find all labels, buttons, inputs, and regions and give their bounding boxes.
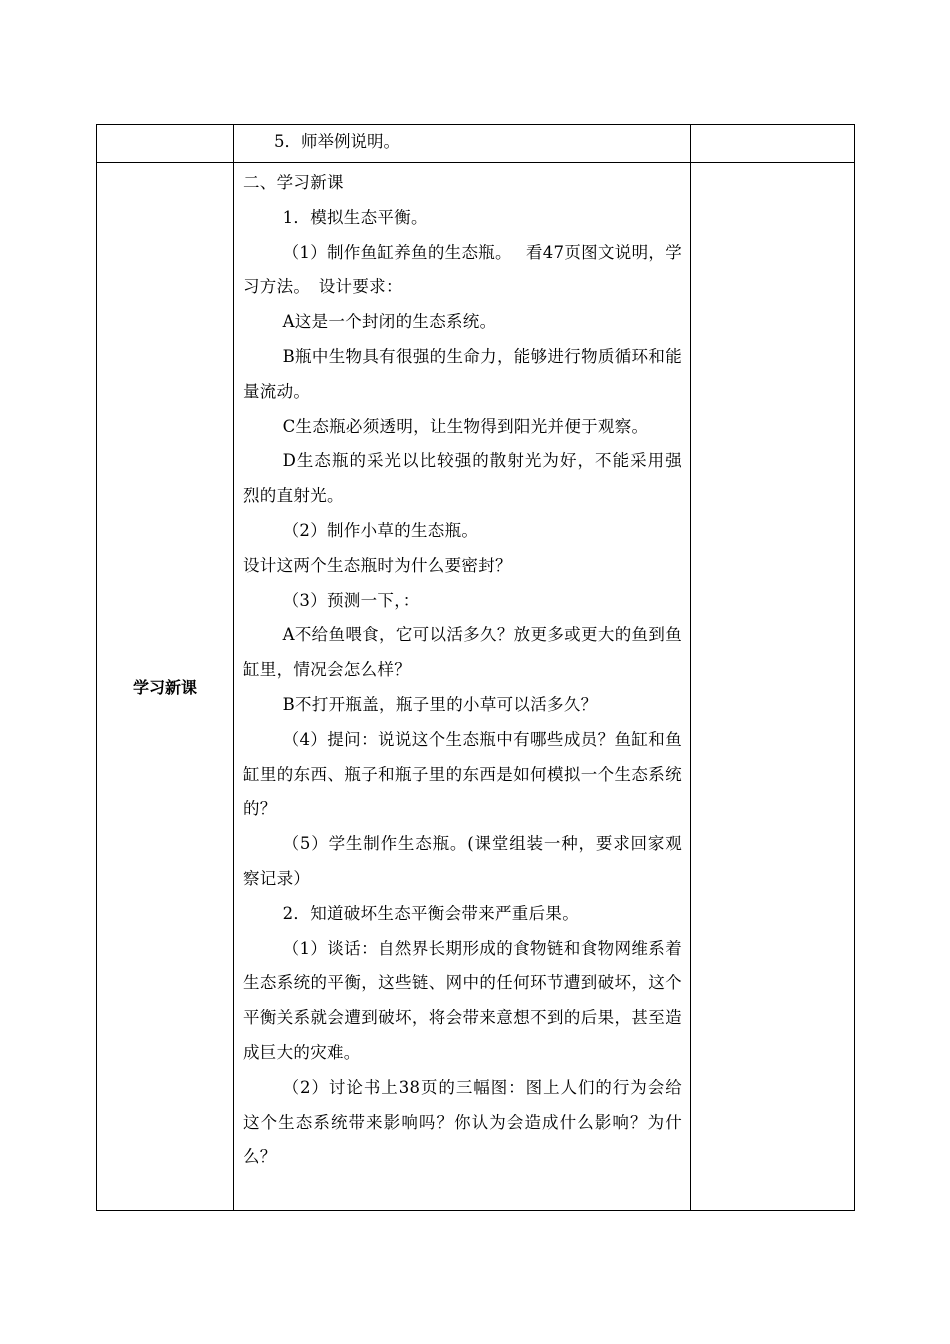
paragraph: （1）谈话：自然界长期形成的食物链和食物网维系着生态系统的平衡，这些链、网中的任何环节遭到破坏，这个平衡关系就会遭到破坏，将会带来意想不到的后果，甚至造成巨大的灾难。	[243, 938, 682, 1062]
section-label: 学习新课	[132, 678, 197, 697]
paragraph: 设计这两个生态瓶时为什么要密封？	[243, 555, 512, 575]
paragraph: 2．知道破坏生态平衡会带来严重后果。	[282, 903, 579, 923]
top-row-text: 5．师举例说明。	[234, 125, 691, 163]
paragraph: D生态瓶的采光以比较强的散射光为好，不能采用强烈的直射光。	[243, 451, 682, 506]
paragraph: 1．模拟生态平衡。	[282, 207, 428, 227]
table-row	[97, 163, 855, 1211]
paragraph: （1）制作鱼缸养鱼的生态瓶。 看47页图文说明，学习方法。 设计要求：	[243, 242, 682, 297]
section-label-cell	[97, 163, 234, 1211]
paragraph: C生态瓶必须透明，让生物得到阳光并便于观察。	[282, 416, 649, 436]
notes-cell-empty	[691, 163, 855, 1211]
paragraph: 二、学习新课	[243, 173, 344, 192]
lesson-plan-table	[96, 124, 855, 1211]
paragraph: （5）学生制作生态瓶。(课堂组装一种，要求回家观察记录）	[243, 834, 682, 888]
paragraph: （4）提问：说说这个生态瓶中有哪些成员？鱼缸和鱼缸里的东西、瓶子和瓶子里的东西是如何模拟一个生态系统的？	[243, 729, 682, 819]
paragraph: B不打开瓶盖，瓶子里的小草可以活多久？	[282, 694, 598, 714]
table-row	[97, 125, 855, 163]
paragraph: （2）讨论书上38页的三幅图：图上人们的行为会给这个生态系统带来影响吗？你认为会造成什么影响？为什么？	[243, 1077, 682, 1167]
paragraph: （2）制作小草的生态瓶。	[282, 520, 479, 540]
label-cell-empty	[97, 125, 234, 163]
paragraph: B瓶中生物具有很强的生命力，能够进行物质循环和能量流动。	[243, 346, 682, 401]
paragraph: （3）预测一下，：	[282, 590, 420, 610]
lesson-content-cell	[234, 163, 691, 1211]
notes-cell-empty	[691, 125, 855, 163]
paragraph: A这是一个封闭的生态系统。	[282, 312, 497, 332]
paragraph: A不给鱼喂食，它可以活多久？放更多或更大的鱼到鱼缸里，情况会怎么样？	[243, 625, 682, 680]
